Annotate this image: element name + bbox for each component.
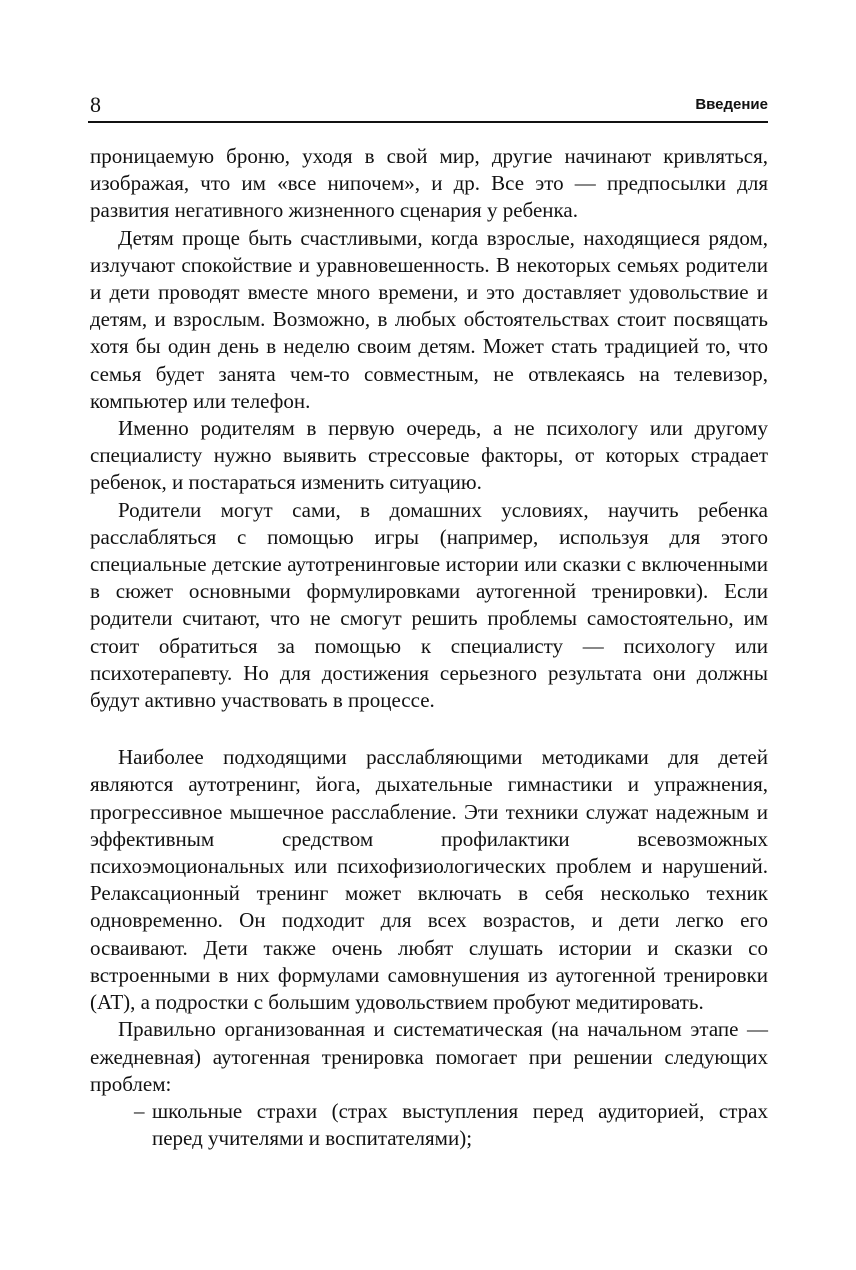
list-item-text: школьные страхи (страх выступления перед аудиторией, страх перед учителями и воспитателями); bbox=[152, 1098, 768, 1151]
paragraph: проницаемую броню, уходя в свой мир, другие начинают кривляться, изображая, что им «все нипочем», и др. Все это — предпосылки для развития негативного жизненного сценария у ребенка. bbox=[90, 144, 768, 223]
page-number: 8 bbox=[90, 92, 101, 117]
list-marker: – bbox=[134, 1098, 145, 1123]
main-text bbox=[90, 143, 768, 1152]
list-item bbox=[90, 1098, 768, 1152]
paragraph: Правильно организованная и систематическая (на начальном этапе — ежедневная) аутогенная тренировка помогает при решении следующих проблем: bbox=[90, 1017, 768, 1096]
paragraph: Родители могут сами, в домашних условиях, научить ребенка расслабляться с помощью игры (например, используя для этого специальные детские аутотренинговые истории или сказки с включенными в сюжет основными формулировками аутогенной тренировки). Если родители считают, что не смогут решить проблемы самостоятельно, им стоит обратиться за помощью к специалисту — психологу или психотерапевту. Но для достижения серьезного результата они должны будут активно участвовать в процессе. bbox=[90, 497, 768, 713]
header-rule bbox=[88, 121, 768, 123]
paragraph: Детям проще быть счастливыми, когда взрослые, находящиеся рядом, излучают спокойствие и уравновешенность. В некоторых семьях родители и дети проводят вместе много времени, и это доставляет удовольствие и детям, и взрослым. Возможно, в любых обстоятельствах стоит посвящать хотя бы один день в неделю своим детям. Может стать традицией то, что семья будет занята чем-то совместным, не отвлекаясь на телевизор, компьютер или телефон. bbox=[90, 225, 768, 413]
running-title: Введение bbox=[695, 96, 768, 113]
paragraph: Именно родителям в первую очередь, а не психологу или другому специалисту нужно выявить стрессовые факторы, от которых страдает ребенок, и постараться изменить ситуацию. bbox=[90, 416, 768, 495]
paragraph: Наиболее подходящими расслабляющими методиками для детей являются аутотренинг, йога, дыхательные гимнастики и упражнения, прогрессивное мышечное расслабление. Эти техники служат надежным и эффективным средством профилактики всевозможных психоэмоциональных или психофизиологических проблем и нарушений. Релаксационный тренинг может включать в себя несколько техник одновременно. Он подходит для всех возрастов, и дети легко его осваивают. Дети также очень любят слушать истории и сказки со встроенными в них формулами самовнушения из аутогенной тренировки (АТ), а подростки с большим удовольствием пробуют медитировать. bbox=[90, 745, 768, 1015]
